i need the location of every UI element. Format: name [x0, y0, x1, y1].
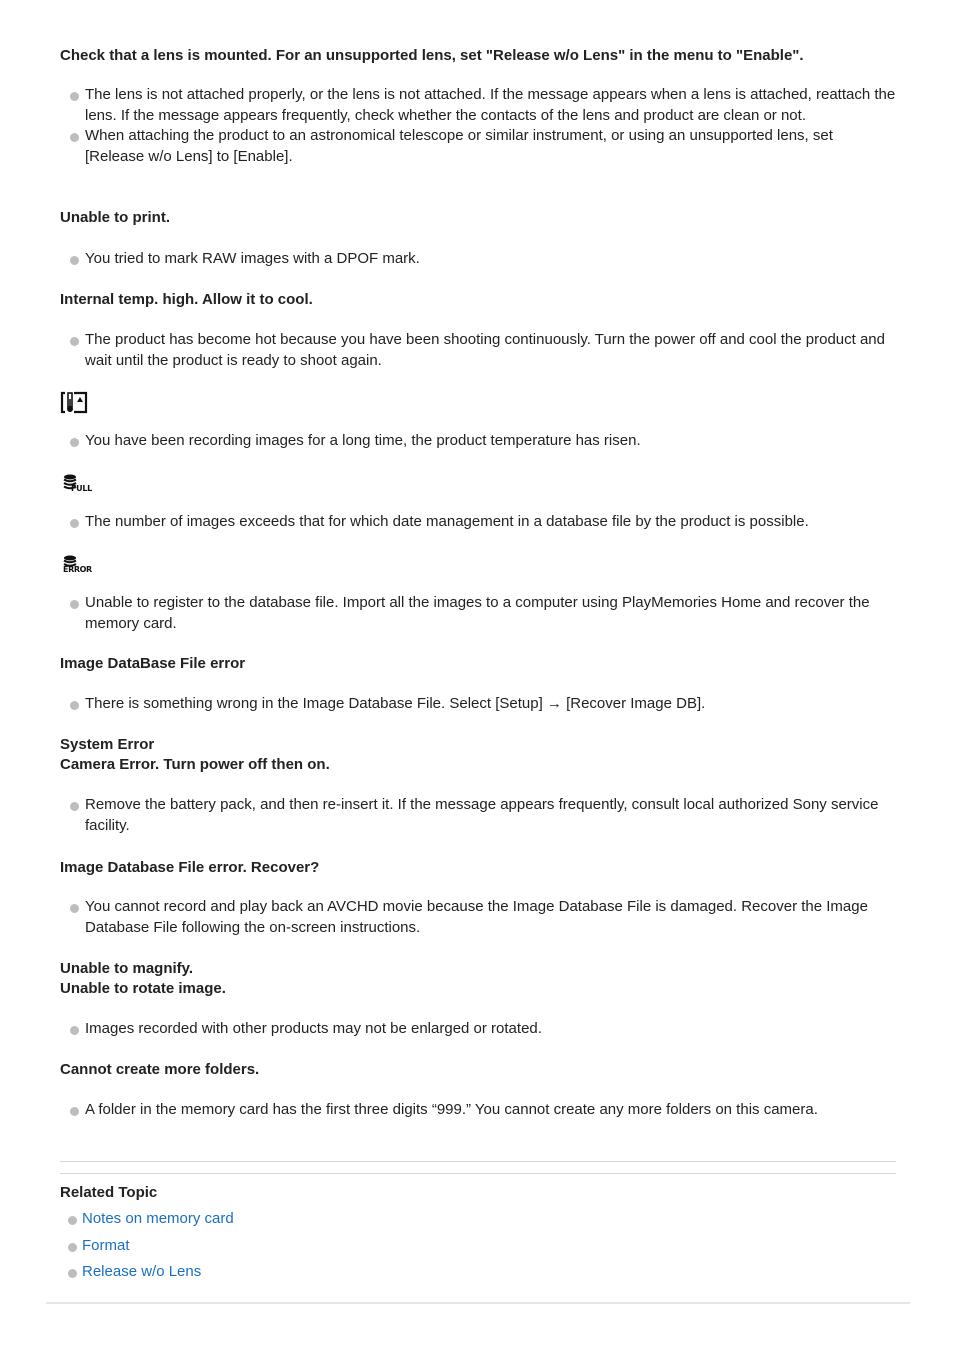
bullet-list — [60, 1019, 896, 1040]
list-item — [60, 249, 896, 270]
section-heading: Unable to rotate image. — [60, 980, 226, 997]
related-link-release-wo-lens[interactable]: Release w/o Lens — [82, 1263, 202, 1280]
section-heading: Unable to magnify. — [60, 960, 194, 977]
section-heading: Image DataBase File error — [60, 655, 246, 672]
list-item-text: You cannot record and play back an AVCHD movie because the Image Database File is damaged. Recover the Image Database File following the on-screen instructions. — [85, 898, 868, 936]
bullet-dot-icon — [70, 1107, 79, 1116]
list-item-text: Remove the battery pack, and then re-insert it. If the message appears frequently, consult local authorized Sony service facility. — [85, 796, 879, 834]
section-heading: Image Database File error. Recover? — [60, 859, 320, 876]
divider — [60, 1173, 896, 1174]
section-unable-to-print — [60, 208, 896, 270]
list-item — [60, 897, 896, 938]
list-item-text: You tried to mark RAW images with a DPOF mark. — [85, 250, 420, 267]
list-item — [60, 1100, 896, 1121]
temperature-warning-icon — [60, 391, 90, 415]
bullet-dot-icon — [70, 256, 79, 265]
section-database-error — [60, 555, 896, 634]
list-item-text: The lens is not attached properly, or the lens is not attached. If the message appears when a lens is attached, reattach the lens. If the message appears frequently, check whether the contacts of the lens and product are clean or not. — [85, 86, 896, 124]
bullet-list — [60, 85, 896, 167]
section-temperature-icon — [60, 391, 896, 452]
bullet-list — [60, 694, 896, 715]
list-item — [60, 512, 896, 533]
bullet-dot-icon — [68, 1216, 77, 1225]
section-heading: Internal temp. high. Allow it to cool. — [60, 291, 313, 308]
section-heading: Cannot create more folders. — [60, 1061, 260, 1078]
related-link-format[interactable]: Format — [82, 1236, 130, 1254]
bullet-dot-icon — [68, 1269, 77, 1278]
list-item — [60, 85, 896, 126]
list-item-text: You have been recording images for a long time, the product temperature has risen. — [85, 432, 641, 449]
section-image-database-recover — [60, 858, 896, 938]
bullet-list — [60, 1100, 896, 1121]
bullet-dot-icon — [70, 133, 79, 142]
database-full-icon — [60, 474, 94, 494]
section-heading: Unable to print. — [60, 209, 170, 226]
bullet-list — [60, 897, 896, 938]
related-topic-section — [60, 1183, 896, 1286]
list-item — [60, 694, 896, 715]
footer-divider — [46, 1302, 910, 1304]
bullet-list — [60, 431, 896, 452]
list-item — [60, 593, 896, 634]
bullet-dot-icon — [70, 1026, 79, 1035]
related-links-list — [60, 1206, 896, 1286]
section-heading: Check that a lens is mounted. For an unsupported lens, set "Release w/o Lens" in the menu to "Enable". — [60, 47, 804, 64]
section-image-database-error — [60, 654, 896, 715]
bullet-dot-icon — [70, 92, 79, 101]
bullet-dot-icon — [70, 904, 79, 913]
section-system-error — [60, 735, 896, 836]
bullet-dot-icon — [70, 519, 79, 528]
list-item — [60, 330, 896, 371]
section-lens-mounted — [60, 46, 896, 167]
section-database-full — [60, 474, 896, 533]
divider — [60, 1161, 896, 1162]
list-item — [60, 126, 896, 167]
bullet-list — [60, 795, 896, 836]
related-link-item — [60, 1233, 896, 1260]
database-error-label: ERROR — [63, 565, 92, 574]
list-item-text: When attaching the product to an astronomical telescope or similar instrument, or using an unsupported lens, set [Release w/o Lens] to [Enable]. — [85, 127, 833, 165]
bullet-list — [60, 512, 896, 533]
database-full-label: FULL — [71, 484, 92, 493]
bullet-dot-icon — [70, 802, 79, 811]
section-heading: System Error — [60, 736, 155, 753]
list-item-text: There is something wrong in the Image Database File. Select [Setup] → [Recover Image DB]. — [85, 695, 706, 712]
list-item-text: The product has become hot because you have been shooting continuously. Turn the power off and cool the product and wait until the product is ready to shoot again. — [85, 331, 885, 369]
section-unable-to-magnify — [60, 959, 896, 1040]
bullet-dot-icon — [70, 438, 79, 447]
list-item — [60, 431, 896, 452]
list-item-text: The number of images exceeds that for which date management in a database file by the product is possible. — [85, 513, 809, 530]
list-item — [60, 795, 896, 836]
bullet-list — [60, 593, 896, 634]
bullet-dot-icon — [70, 337, 79, 346]
list-item-text: Unable to register to the database file. Import all the images to a computer using PlayMemories Home and recover the memory card. — [85, 594, 870, 632]
bullet-dot-icon — [70, 600, 79, 609]
bullet-dot-icon — [68, 1243, 77, 1252]
section-internal-temp — [60, 290, 896, 371]
bullet-list — [60, 330, 896, 371]
bullet-list — [60, 249, 896, 270]
section-heading: Camera Error. Turn power off then on. — [60, 756, 330, 773]
related-link-notes-memory-card[interactable]: Notes on memory card — [82, 1210, 234, 1227]
related-link-item — [60, 1206, 896, 1233]
database-error-icon — [60, 555, 94, 575]
bullet-dot-icon — [70, 701, 79, 710]
list-item-text: A folder in the memory card has the first three digits “999.” You cannot create any more folders on this camera. — [85, 1101, 818, 1118]
related-link-item — [60, 1259, 896, 1286]
list-item — [60, 1019, 896, 1040]
related-topic-heading: Related Topic — [60, 1184, 158, 1201]
section-cannot-create-folders — [60, 1060, 896, 1121]
list-item-text: Images recorded with other products may not be enlarged or rotated. — [85, 1020, 542, 1037]
